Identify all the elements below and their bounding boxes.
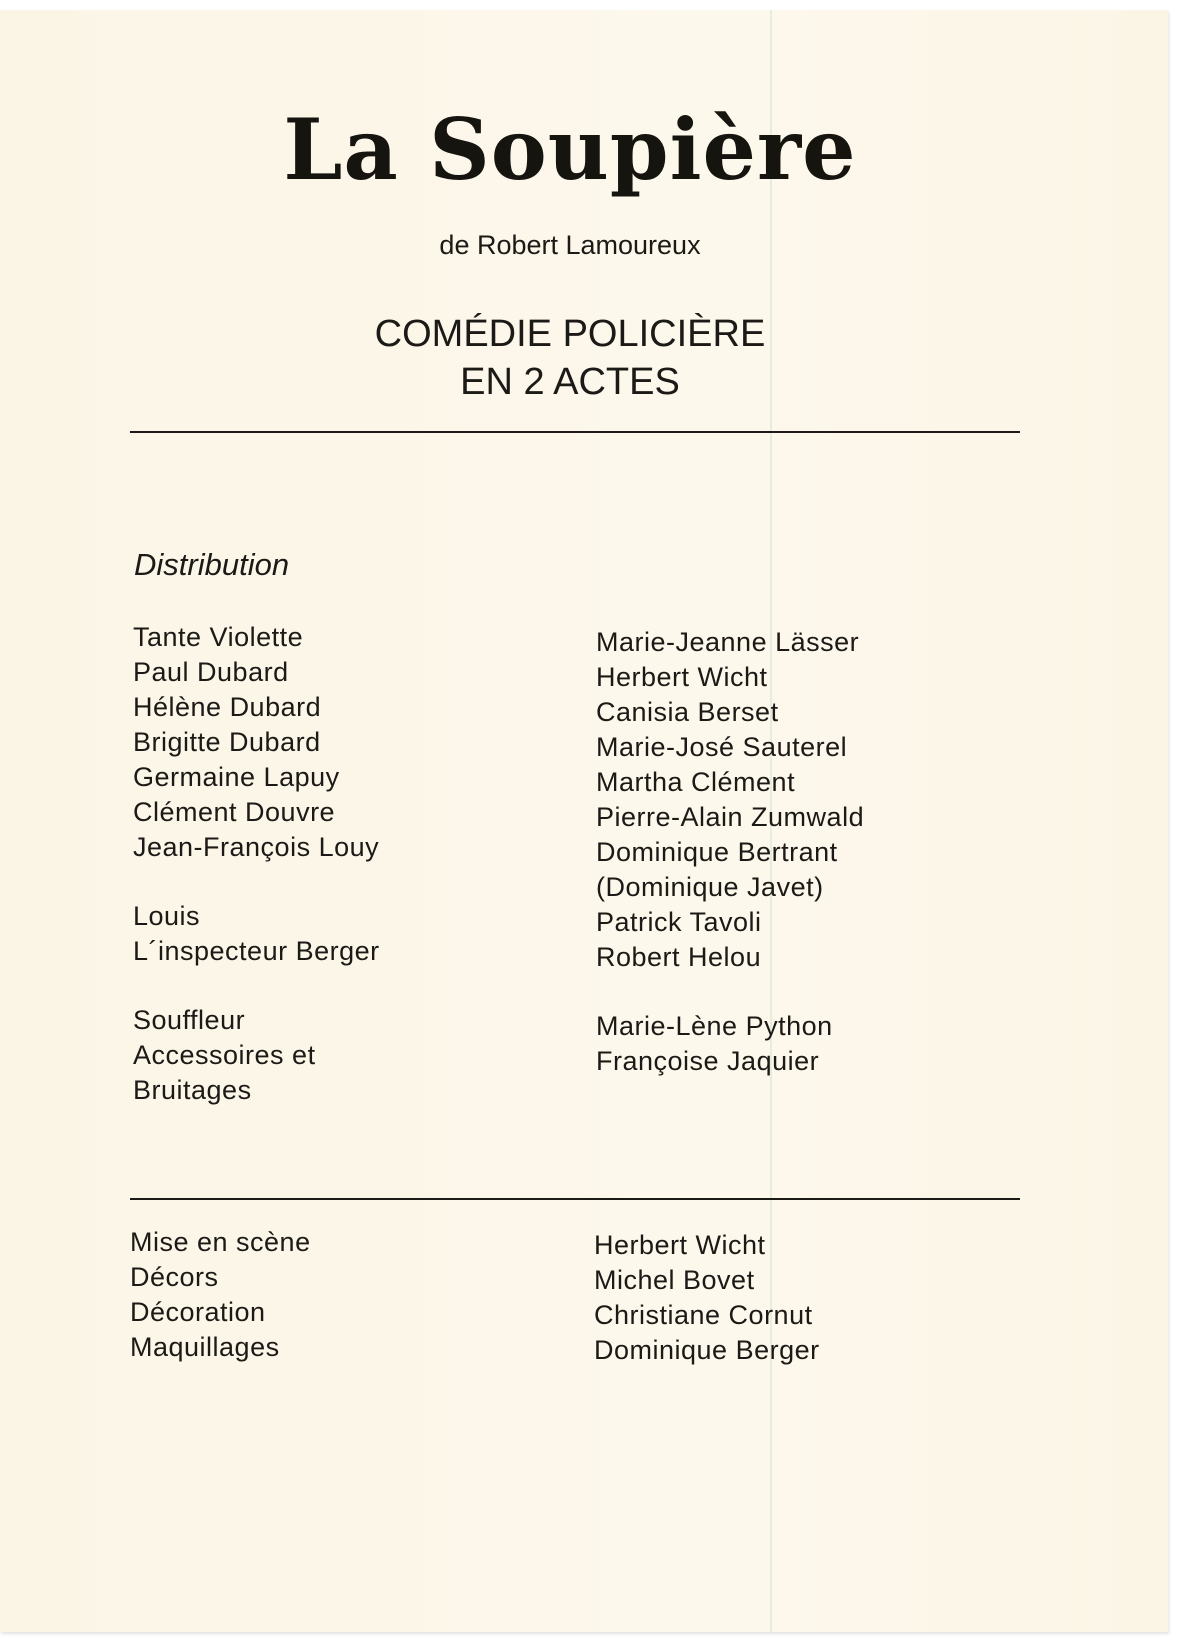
cast-actor: (Dominique Javet) — [596, 872, 824, 902]
cast-actor: Patrick Tavoli — [596, 907, 762, 937]
cast-role: Hélène Dubard — [133, 692, 322, 722]
divider-top — [130, 431, 1020, 433]
credit-role: Décoration — [130, 1297, 266, 1327]
spacer — [133, 865, 380, 899]
credit-name: Michel Bovet — [594, 1265, 755, 1295]
cast-role: Jean-François Louy — [133, 832, 380, 862]
credit-name: Dominique Berger — [594, 1335, 820, 1365]
cast-actor: Pierre-Alain Zumwald — [596, 802, 865, 832]
credit-name: Christiane Cornut — [594, 1300, 813, 1330]
cast-role: Clément Douvre — [133, 797, 336, 827]
play-author: de Robert Lamoureux — [439, 230, 701, 260]
cast-actor: Marie-Jeanne Lässer — [596, 627, 860, 657]
crew-role: Bruitages — [133, 1075, 252, 1105]
cast-role: Germaine Lapuy — [133, 762, 340, 792]
crew-role: Souffleur — [133, 1005, 246, 1035]
cast-actor: Dominique Bertrant — [596, 837, 838, 867]
credits-roles-column — [130, 1225, 311, 1365]
cast-roles-column — [133, 620, 380, 1108]
cast-actors-column — [596, 625, 864, 1079]
cast-actor: Canisia Berset — [596, 697, 779, 727]
distribution-heading: Distribution — [134, 547, 290, 582]
credit-role: Mise en scène — [130, 1227, 311, 1257]
credit-name: Herbert Wicht — [594, 1230, 766, 1260]
divider-bottom — [130, 1198, 1020, 1200]
crew-name: Marie-Lène Python — [596, 1011, 833, 1041]
cast-role: Brigitte Dubard — [133, 727, 321, 757]
genre-line-1: COMÉDIE POLICIÈRE — [374, 313, 766, 355]
cast-role: Paul Dubard — [133, 657, 289, 687]
cast-role: Louis — [133, 901, 201, 931]
spacer — [133, 969, 380, 1003]
cast-actor: Marie-José Sauterel — [596, 732, 848, 762]
cast-actor: Robert Helou — [596, 942, 762, 972]
cast-role: Tante Violette — [133, 622, 304, 652]
credit-role: Décors — [130, 1262, 219, 1292]
cast-actor: Martha Clément — [596, 767, 796, 797]
cast-role: L´inspecteur Berger — [133, 936, 380, 966]
cast-actor: Herbert Wicht — [596, 662, 768, 692]
crew-role: Accessoires et — [133, 1040, 316, 1070]
credit-role: Maquillages — [130, 1332, 280, 1362]
genre-line-2: EN 2 ACTES — [460, 361, 680, 403]
spacer — [596, 975, 864, 1009]
credits-names-column — [594, 1228, 820, 1368]
crew-name: Françoise Jaquier — [596, 1046, 820, 1076]
play-title: La Soupière — [283, 100, 857, 199]
play-genre — [0, 310, 1140, 406]
